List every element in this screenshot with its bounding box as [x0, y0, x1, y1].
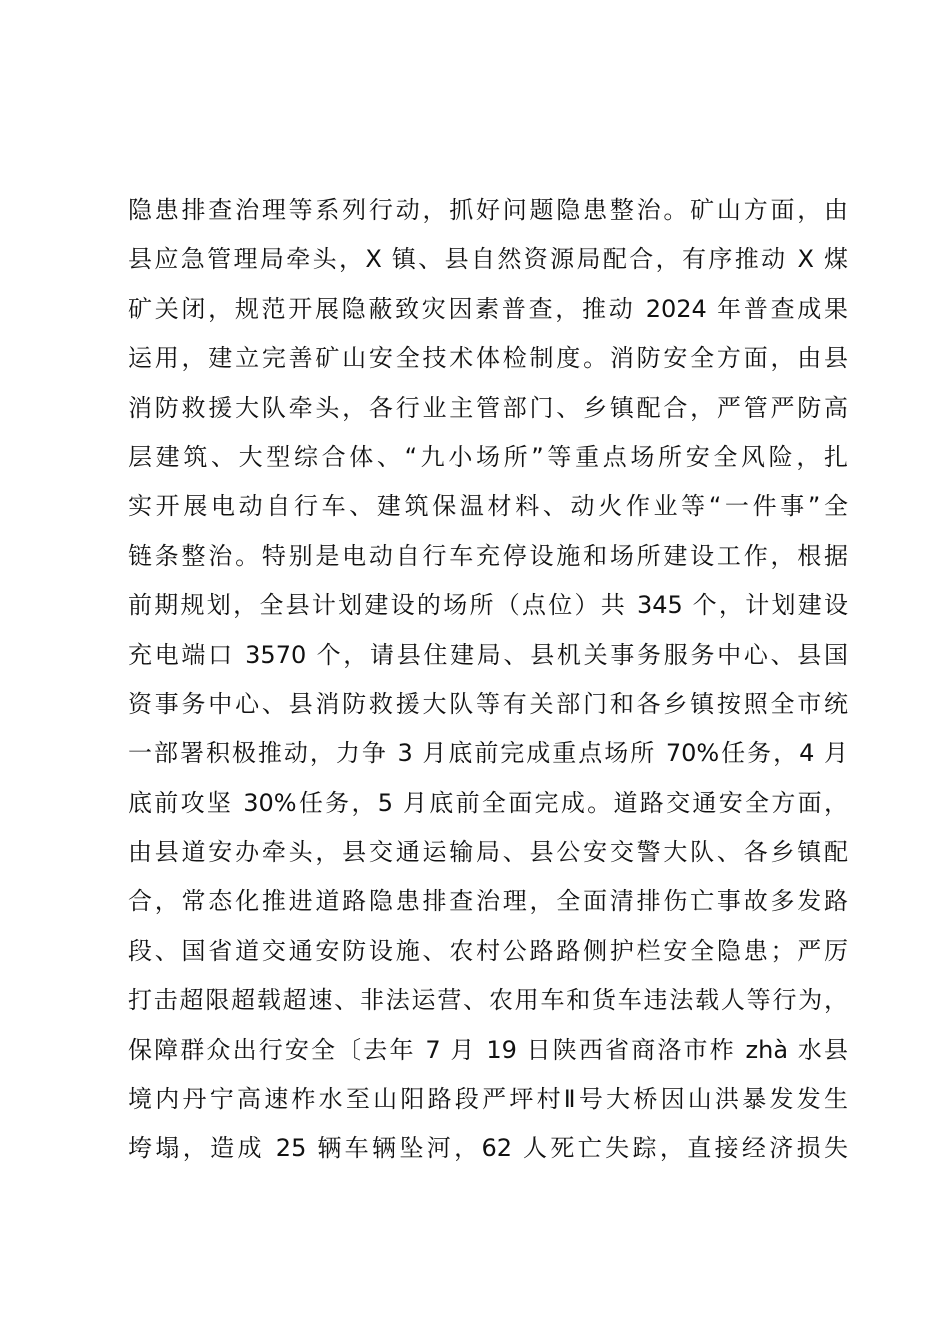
text-line: 实开展电动自行车、建筑保温材料、动火作业等“一件事”全: [128, 492, 848, 521]
text-line: 运用，建立完善矿山安全技术体检制度。消防安全方面，由县: [128, 344, 848, 373]
text-line: 保障群众出行安全〔去年 7 月 19 日陕西省商洛市柞 zhà 水县: [128, 1035, 848, 1064]
text-line: 资事务中心、县消防救援大队等有关部门和各乡镇按照全市统: [128, 689, 848, 718]
text-line: 打击超限超载超速、非法运营、农用车和货车违法载人等行为，: [128, 986, 848, 1015]
text-line: 隐患排查治理等系列行动，抓好问题隐患整治。矿山方面，由: [128, 196, 848, 224]
text-line: 底前攻坚 30%任务，5 月底前全面完成。道路交通安全方面，: [128, 788, 848, 817]
text-line: 由县道安办牵头，县交通运输局、县公安交警大队、各乡镇配: [128, 838, 848, 867]
text-line: 层建筑、大型综合体、“九小场所”等重点场所安全风险，扎: [128, 442, 848, 471]
text-line: 段、国省道交通安防设施、农村公路路侧护栏安全隐患；严厉: [128, 936, 848, 965]
text-line: 合，常态化推进道路隐患排查治理，全面清排伤亡事故多发路: [128, 887, 848, 916]
text-line: 垮塌，造成 25 辆车辆坠河，62 人死亡失踪，直接经济损失: [128, 1134, 848, 1163]
text-line: 县应急管理局牵头，X 镇、县自然资源局配合，有序推动 X 煤: [128, 245, 848, 274]
text-line: 消防救援大队牵头，各行业主管部门、乡镇配合，严管严防高: [128, 393, 848, 422]
text-line: 境内丹宁高速柞水至山阳路段严坪村Ⅱ号大桥因山洪暴发发生: [128, 1085, 848, 1114]
text-line: 链条整治。特别是电动自行车充停设施和场所建设工作，根据: [128, 541, 848, 570]
text-line: 矿关闭，规范开展隐蔽致灾因素普查，推动 2024 年普查成果: [128, 294, 848, 323]
text-line: 前期规划，全县计划建设的场所（点位）共 345 个，计划建设: [128, 591, 848, 620]
text-line: 充电端口 3570 个，请县住建局、县机关事务服务中心、县国: [128, 640, 848, 669]
body-paragraph: [128, 186, 848, 1174]
text-line: 一部署积极推动，力争 3 月底前完成重点场所 70%任务，4 月: [128, 739, 848, 768]
